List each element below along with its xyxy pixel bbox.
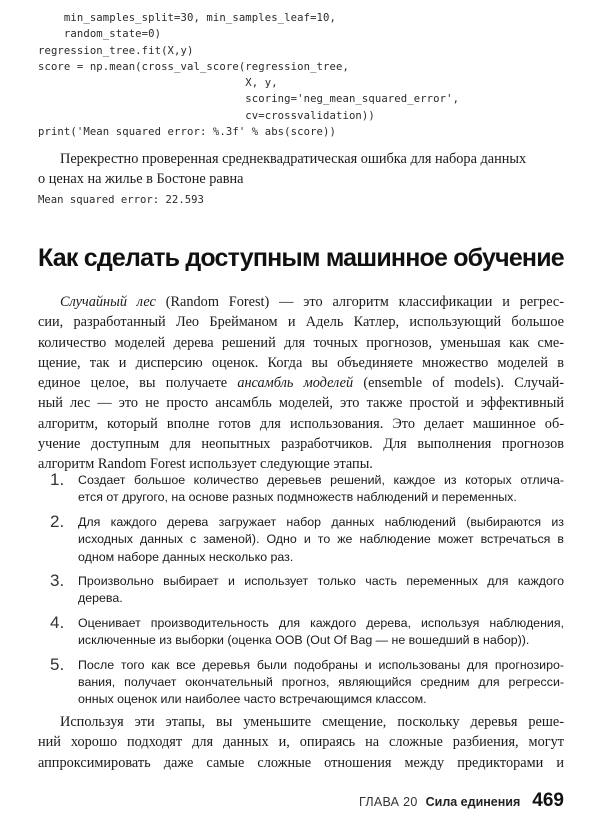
step-text: Создает большое количество деревьев решений, каждое из которых отлича- ется от другого, на основе разных подмножеств наблюдений и переменных. — [78, 473, 564, 505]
intro-paragraph — [38, 292, 564, 475]
paragraph-line: количество моделей дерева решений для точных прогнозов, уменьшая как сме- — [38, 334, 564, 351]
step-text: После того как все деревья были подобраны и использованы для прогнозиро- вания, получает окончательный прогноз, являющийся средним для регресси- онных оценок или наиболее часто встречающимся классом. — [78, 657, 564, 707]
section-heading: Как сделать доступным машинное обучение — [38, 244, 564, 272]
list-item — [50, 472, 564, 507]
page-footer — [359, 790, 564, 812]
list-item — [50, 511, 564, 566]
paragraph-line: аппроксимировать даже самые сложные отношения между предикторами и — [38, 754, 564, 771]
paragraph-line: Случайный лес (Random Forest) — это алгоритм классификации и регрес- — [60, 294, 564, 310]
list-item — [50, 654, 564, 709]
outro-paragraph — [38, 712, 564, 773]
paragraph-line: Перекрестно проверенная среднеквадратическая ошибка для набора данных — [60, 151, 527, 167]
code-line: regression_tree.fit(X,y) — [38, 44, 194, 57]
paragraph-line: Используя эти этапы, вы уменьшите смещение, поскольку деревья реше- — [60, 714, 564, 730]
step-text: Произвольно выбирает и использует только часть переменных для каждого дерева. — [78, 574, 564, 606]
step-number: 5. — [50, 654, 65, 674]
paragraph-line: алгоритм, который вполне готов для использования. Это делает машинное об- — [38, 415, 564, 432]
paragraph-line: ний хорошо подходят для данных и, опираясь на сложные разбиения, могут — [38, 734, 564, 751]
step-number: 1. — [50, 470, 65, 489]
paragraph-line: учение доступным для неопытных разработчиков. Для выполнения прогнозов — [38, 436, 564, 453]
step-number: 4. — [50, 612, 65, 632]
steps-list — [50, 472, 564, 716]
paragraph-line: щение, так и дисперсию оценок. Когда вы объединяете множество моделей в — [38, 354, 564, 371]
code-line: min_samples_split=30, min_samples_leaf=10, — [38, 12, 336, 24]
page-number: 469 — [532, 790, 564, 811]
chapter-title: Сила единения — [425, 795, 521, 809]
term-ensemble: ансамбль моделей — [237, 375, 354, 392]
code-line: cv=crossvalidation)) — [38, 109, 375, 122]
code-line: X, y, — [38, 77, 278, 90]
step-number: 3. — [50, 571, 65, 591]
code-line: print('Mean squared error: %.3f' % abs(score)) — [38, 126, 336, 139]
step-text: Для каждого дерева загружает набор данных наблюдений (выбираются из исходных данных с заменой). Одно и то же наблюдение может встречаться в одном наборе данных несколько раз. — [78, 514, 564, 564]
term-random-forest: Случайный лес — [60, 294, 156, 310]
paragraph-line: ный лес — это не просто ансамбль моделей, это также простой и эффективный — [38, 395, 564, 412]
code-line: random_state=0) — [38, 28, 162, 41]
list-item — [50, 612, 564, 650]
paragraph-line: единое целое, вы получаете ансамбль моделей (ensemble of models). Случай- — [38, 375, 564, 392]
code-line: score = np.mean(cross_val_score(regression_tree, — [38, 60, 349, 73]
code-line: scoring='neg_mean_squared_error', — [38, 93, 460, 106]
code-block — [38, 10, 459, 140]
step-number: 2. — [50, 511, 65, 531]
step-text: Оценивает производительность для каждого дерева, используя наблюдения, исключенные из выборки (оценка OOB (Out Of Bag — не вошедший в набор)). — [78, 615, 564, 648]
result-paragraph — [38, 149, 564, 190]
chapter-label: ГЛАВА 20 — [358, 795, 418, 809]
paragraph-line: алгоритм Random Forest использует следующие этапы. — [38, 456, 373, 473]
paragraph-line: сии, разработанный Лео Брейманом и Адель Катлер, использующий большое — [38, 314, 564, 331]
list-item — [50, 573, 564, 608]
paragraph-line: о ценах на жилье в Бостоне равна — [38, 171, 244, 188]
code-output: Mean squared error: 22.593 — [38, 194, 204, 206]
